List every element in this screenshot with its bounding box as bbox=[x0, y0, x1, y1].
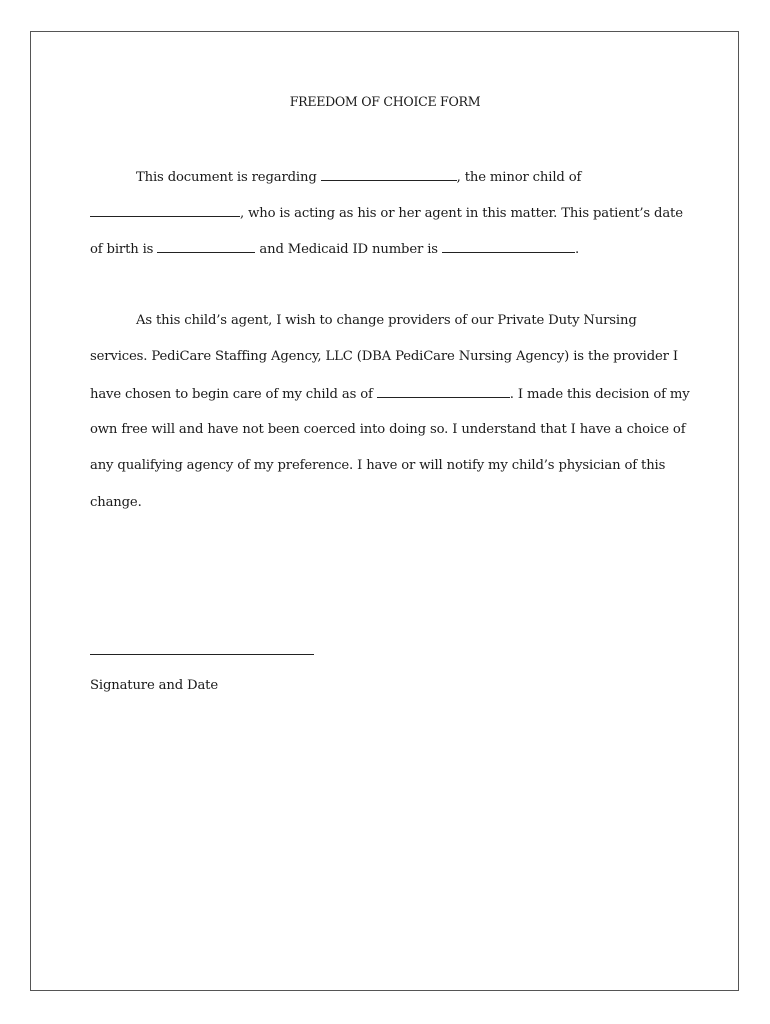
text-segment: . I made this decision of my bbox=[509, 387, 690, 402]
text-segment: have chosen to begin care of my child as of bbox=[90, 387, 377, 402]
paragraph2-line2: services. PediCare Staffing Agency, LLC (DBA PediCare Nursing Agency) is the provider I bbox=[90, 349, 678, 364]
paragraph2-line6: change. bbox=[90, 495, 142, 510]
agent-name-blank[interactable] bbox=[90, 204, 240, 217]
text-segment: , the minor child of bbox=[456, 170, 582, 185]
paragraph2-line3 bbox=[90, 385, 690, 403]
text-segment: This document is regarding bbox=[136, 170, 321, 185]
text-segment: . bbox=[574, 242, 579, 257]
text-segment: , who is acting as his or her agent in this matter. This patient’s date bbox=[240, 206, 683, 221]
paragraph2-line5: any qualifying agency of my preference. I have or will notify my child’s physician of this bbox=[90, 458, 666, 473]
form-title: FREEDOM OF CHOICE FORM bbox=[289, 94, 481, 109]
paragraph1-line2 bbox=[90, 204, 683, 222]
paragraph2-line4: own free will and have not been coerced into doing so. I understand that I have a choice of bbox=[90, 422, 686, 437]
care-start-date-blank[interactable] bbox=[377, 385, 510, 398]
patient-name-blank[interactable] bbox=[321, 168, 457, 181]
signature-line[interactable] bbox=[90, 654, 314, 655]
paragraph1-line1 bbox=[136, 168, 581, 186]
medicaid-id-blank[interactable] bbox=[442, 240, 575, 253]
text-segment: and Medicaid ID number is bbox=[255, 242, 442, 257]
signature-label: Signature and Date bbox=[90, 678, 218, 693]
paragraph2-line1: As this child’s agent, I wish to change providers of our Private Duty Nursing bbox=[136, 313, 637, 328]
date-of-birth-blank[interactable] bbox=[157, 240, 255, 253]
paragraph1-line3 bbox=[90, 240, 579, 258]
text-segment: of birth is bbox=[90, 242, 158, 257]
